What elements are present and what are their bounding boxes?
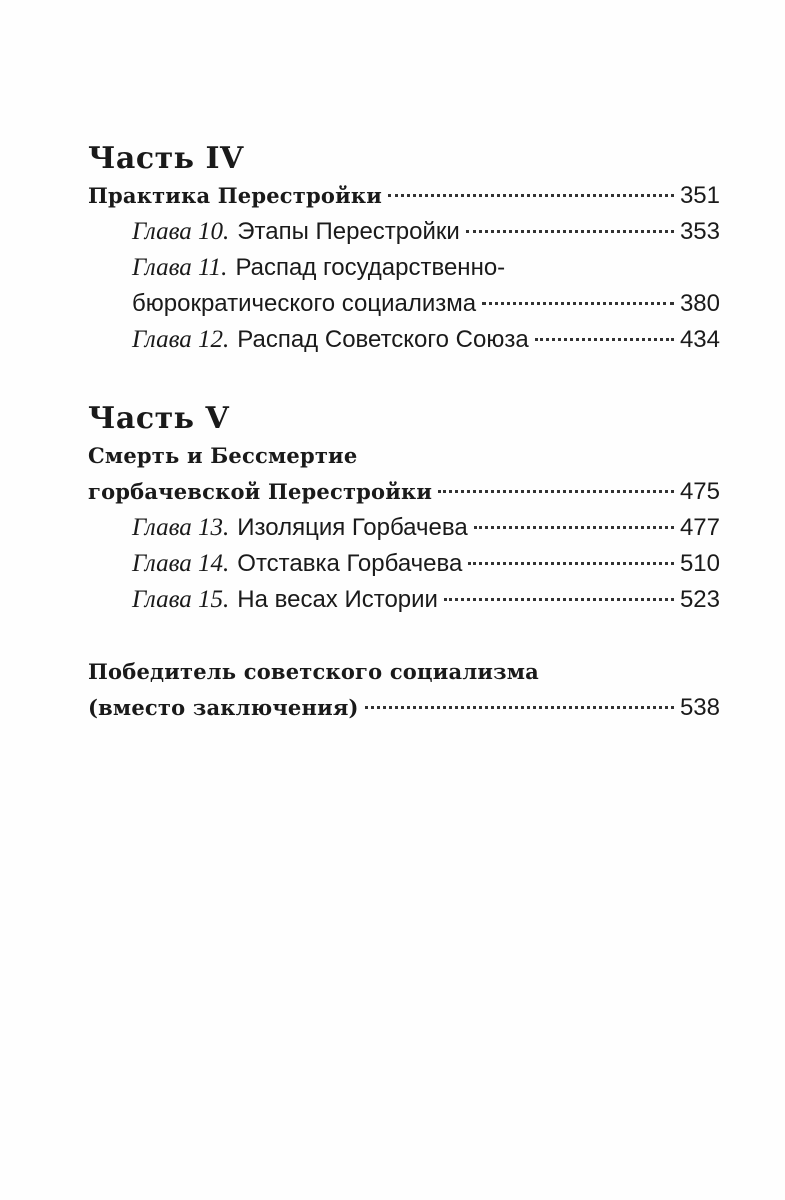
chapter-label: Глава 13. [132, 514, 230, 541]
chapter-label: Глава 10. [132, 218, 230, 245]
part-heading: Часть V [88, 401, 230, 436]
dot-leader [365, 705, 674, 709]
page-number: 477 [679, 514, 720, 541]
toc-conclusion-entry-continued[interactable] [88, 690, 720, 726]
chapter-title: Отставка Горбачева [237, 550, 463, 577]
toc-conclusion-entry[interactable] [88, 654, 720, 690]
table-of-contents [88, 140, 720, 726]
dot-leader [482, 301, 674, 305]
dot-leader [474, 525, 674, 529]
page-number: 523 [679, 586, 720, 613]
chapter-label: Глава 12. [132, 326, 230, 353]
page-number: 380 [679, 290, 720, 317]
chapter-label: Глава 11. [132, 254, 228, 281]
dot-leader [388, 193, 674, 197]
chapter-label: Глава 15. [132, 586, 230, 613]
toc-chapter-entry[interactable] [88, 546, 720, 582]
page-number: 353 [679, 218, 720, 245]
page-number: 351 [679, 182, 720, 209]
chapter-title: На весах Истории [237, 586, 438, 613]
page-number: 510 [679, 550, 720, 577]
page-number: 475 [679, 478, 720, 505]
chapter-title: Изоляция Горбачева [237, 514, 468, 541]
toc-section-entry[interactable] [88, 438, 720, 474]
toc-section-entry[interactable] [88, 178, 720, 214]
toc-chapter-entry[interactable] [88, 582, 720, 618]
section-title-line2: горбачевской Перестройки [88, 479, 433, 504]
conclusion-title-line2: (вместо заключения) [88, 695, 359, 720]
part-heading: Часть IV [88, 141, 244, 176]
conclusion-title-line1: Победитель советского социализма [88, 659, 539, 684]
section-title: Практика Перестройки [88, 183, 383, 208]
chapter-title: Этапы Перестройки [237, 218, 460, 245]
dot-leader [535, 337, 674, 341]
dot-leader [438, 489, 674, 493]
chapter-title: Распад Советского Союза [237, 326, 529, 353]
toc-chapter-entry[interactable] [88, 510, 720, 546]
toc-section-entry-continued[interactable] [88, 474, 720, 510]
toc-chapter-entry[interactable] [88, 250, 720, 286]
page-number: 434 [679, 326, 720, 353]
chapter-label: Глава 14. [132, 550, 230, 577]
chapter-title-line1: Распад государственно- [235, 254, 506, 281]
toc-chapter-entry[interactable] [88, 214, 720, 250]
page-number: 538 [679, 694, 720, 721]
toc-chapter-entry-continued[interactable] [88, 286, 720, 322]
dot-leader [468, 561, 674, 565]
chapter-title-line2: бюрократического социализма [132, 290, 477, 317]
dot-leader [444, 597, 674, 601]
dot-leader [466, 229, 674, 233]
section-title-line1: Смерть и Бессмертие [88, 443, 358, 468]
toc-chapter-entry[interactable] [88, 322, 720, 358]
